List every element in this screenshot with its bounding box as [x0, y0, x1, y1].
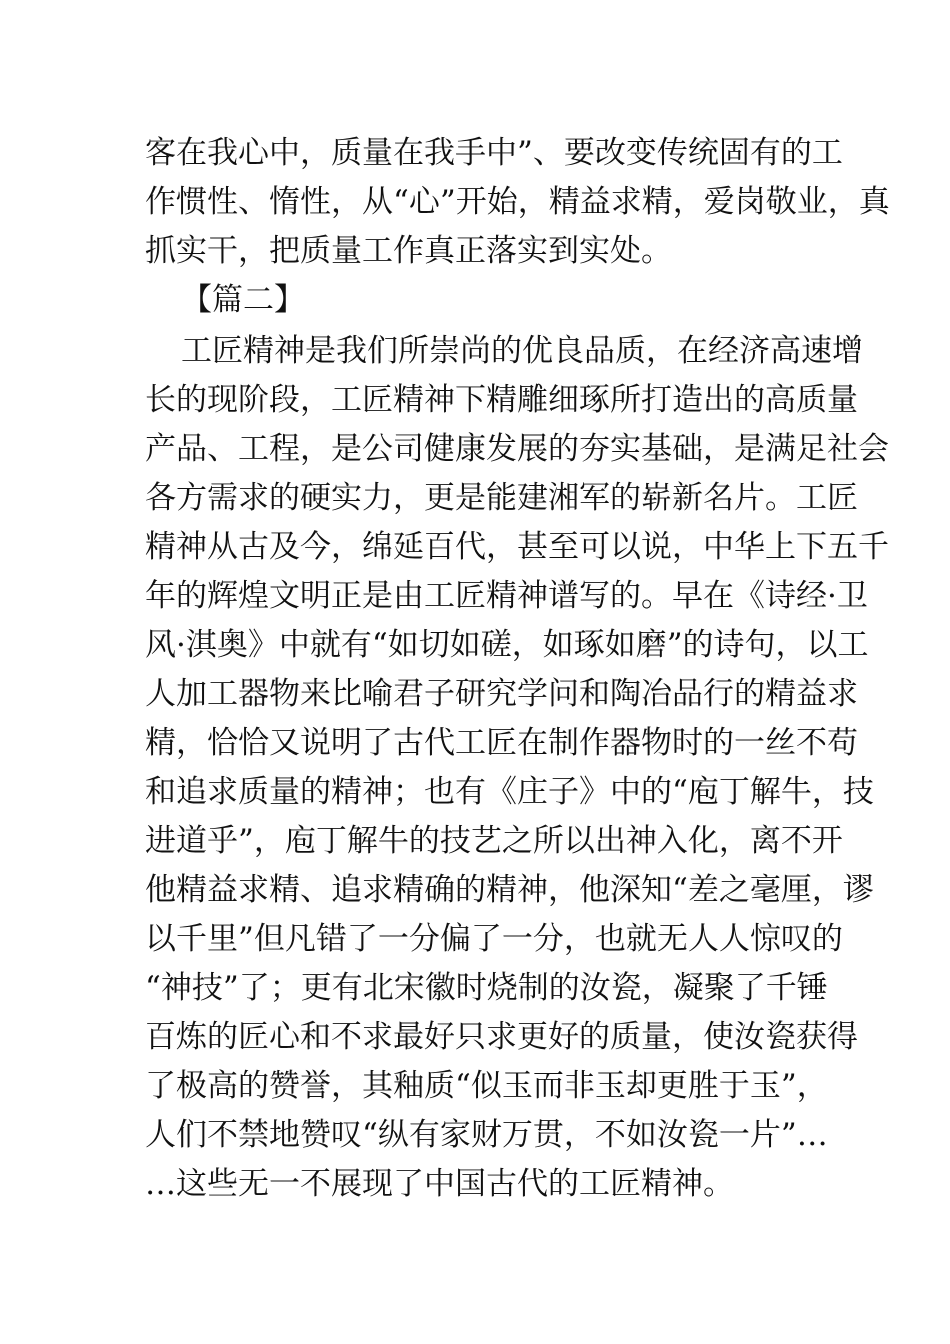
paragraph-line: 百炼的匠心和不求最好只求更好的质量，使汝瓷获得: [145, 1019, 858, 1055]
paragraph-line: 进道乎”，庖丁解牛的技艺之所以出神入化，离不开: [145, 823, 843, 859]
paragraph-line: 精神从古及今，绵延百代，甚至可以说，中华上下五千: [145, 529, 889, 565]
paragraph-line: 他精益求精、追求精确的精神，他深知“差之毫厘，谬: [145, 872, 874, 908]
paragraph-line: 精，恰恰又说明了古代工匠在制作器物时的一丝不苟: [145, 725, 858, 761]
section-heading: 【篇二】: [181, 282, 305, 318]
paragraph-line: 以千里”但凡错了一分偏了一分，也就无人人惊叹的: [145, 921, 843, 957]
continuation-line: 抓实干，把质量工作真正落实到实处。: [145, 233, 672, 269]
paragraph-line: 人加工器物来比喻君子研究学问和陶冶品行的精益求: [145, 676, 858, 712]
paragraph-line: 了极高的赞誉，其釉质“似玉而非玉却更胜于玉”，: [145, 1068, 828, 1104]
paragraph-line: …这些无一不展现了中国古代的工匠精神。: [145, 1166, 734, 1202]
paragraph-line: 长的现阶段，工匠精神下精雕细琢所打造出的高质量: [145, 382, 858, 418]
continuation-line: 作惯性、惰性，从“心”开始，精益求精，爱岗敬业，真: [145, 184, 890, 220]
paragraph-line: 各方需求的硬实力，更是能建湘军的崭新名片。工匠: [145, 480, 858, 516]
paragraph-line: 年的辉煌文明正是由工匠精神谱写的。早在《诗经·卫: [145, 578, 868, 614]
paragraph-line: 风·淇奥》中就有“如切如磋，如琢如磨”的诗句，以工: [145, 627, 869, 663]
continuation-line: 客在我心中，质量在我手中”、要改变传统固有的工: [145, 135, 843, 171]
paragraph-line: 人们不禁地赞叹“纵有家财万贯，不如汝瓷一片”…: [145, 1117, 828, 1153]
paragraph-line: “神技”了；更有北宋徽时烧制的汝瓷，凝聚了千锤: [145, 970, 828, 1006]
paragraph-line: 工匠精神是我们所崇尚的优良品质，在经济高速增: [181, 333, 863, 369]
paragraph-line: 和追求质量的精神；也有《庄子》中的“庖丁解牛，技: [145, 774, 874, 810]
paragraph-line: 产品、工程，是公司健康发展的夯实基础，是满足社会: [145, 431, 889, 467]
